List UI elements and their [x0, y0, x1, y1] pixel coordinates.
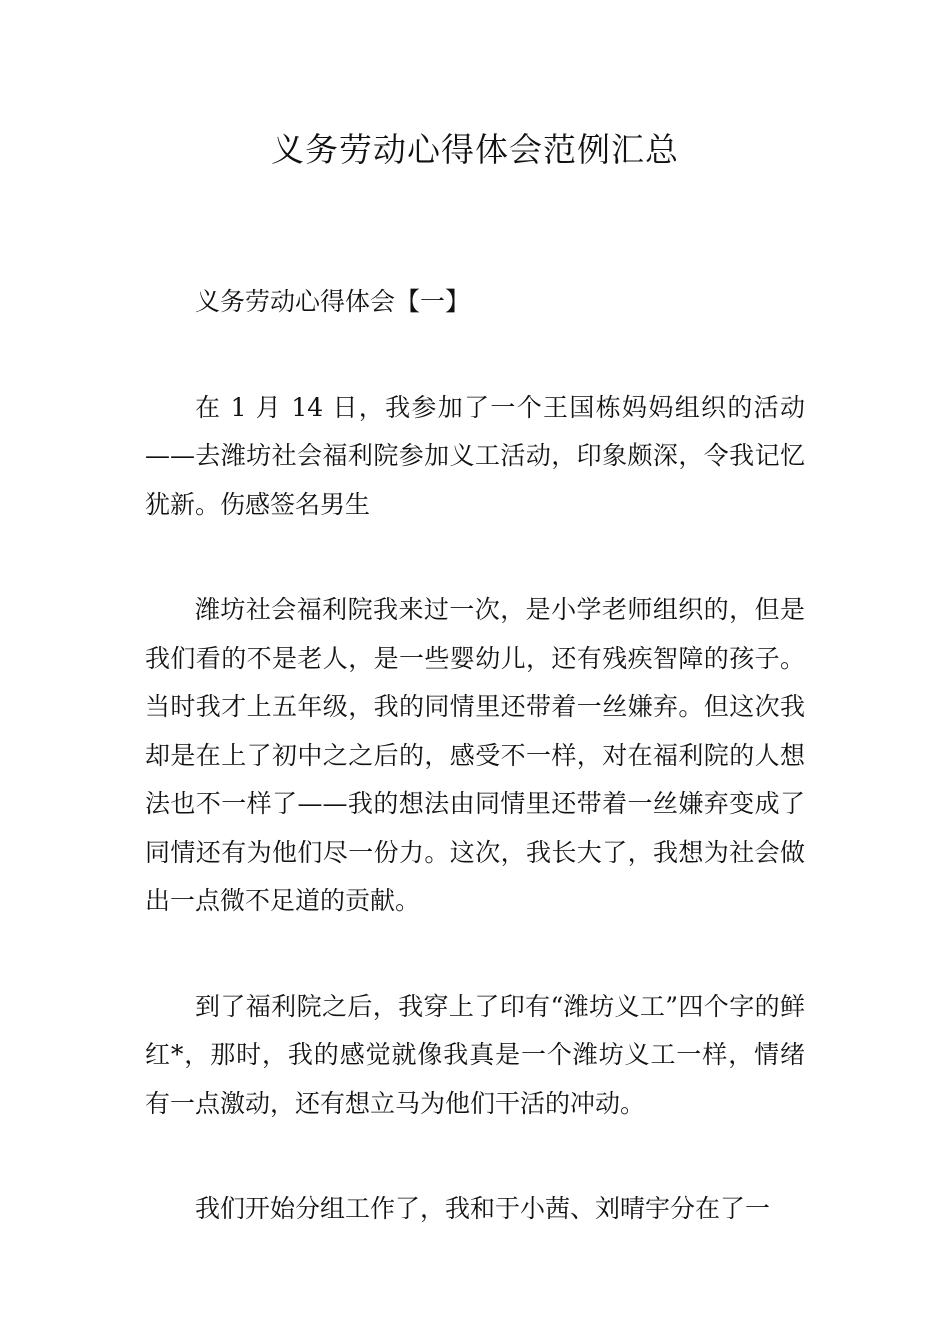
paragraph-spacer — [145, 529, 805, 586]
paragraph-spacer — [145, 926, 805, 983]
paragraph-2: 潍坊社会福利院我来过一次，是小学老师组织的，但是我们看的不是老人，是一些婴幼儿，还有残疾智障的孩子。当时我才上五年级，我的同情里还带着一丝嫌弃。但这次我却是在上了初中之之后的，感受不一样，对在福利院的人想法也不一样了——我的想法由同情里还带着一丝嫌弃变成了同情还有为他们尽一份力。这次，我长大了，我想为社会做出一点微不足道的贡献。 — [145, 595, 805, 915]
paragraph-1: 在 1 月 14 日，我参加了一个王国栋妈妈组织的活动——去潍坊社会福利院参加义工活动，印象颇深，令我记忆犹新。伤感签名男生 — [145, 392, 805, 519]
document-body — [145, 278, 805, 1234]
paragraph-4: 我们开始分组工作了，我和于小茜、刘晴宇分在了一 — [195, 1194, 771, 1223]
section-heading: 义务劳动心得体会【一】 — [195, 287, 471, 316]
document-title: 义务劳动心得体会范例汇总 — [271, 130, 679, 169]
paragraph-3: 到了福利院之后，我穿上了印有“潍坊义工”四个字的鲜红*，那时，我的感觉就像我真是一个潍坊义工一样，情绪有一点激动，还有想立马为他们干活的冲动。 — [145, 991, 805, 1118]
paragraph-spacer — [145, 1128, 805, 1185]
